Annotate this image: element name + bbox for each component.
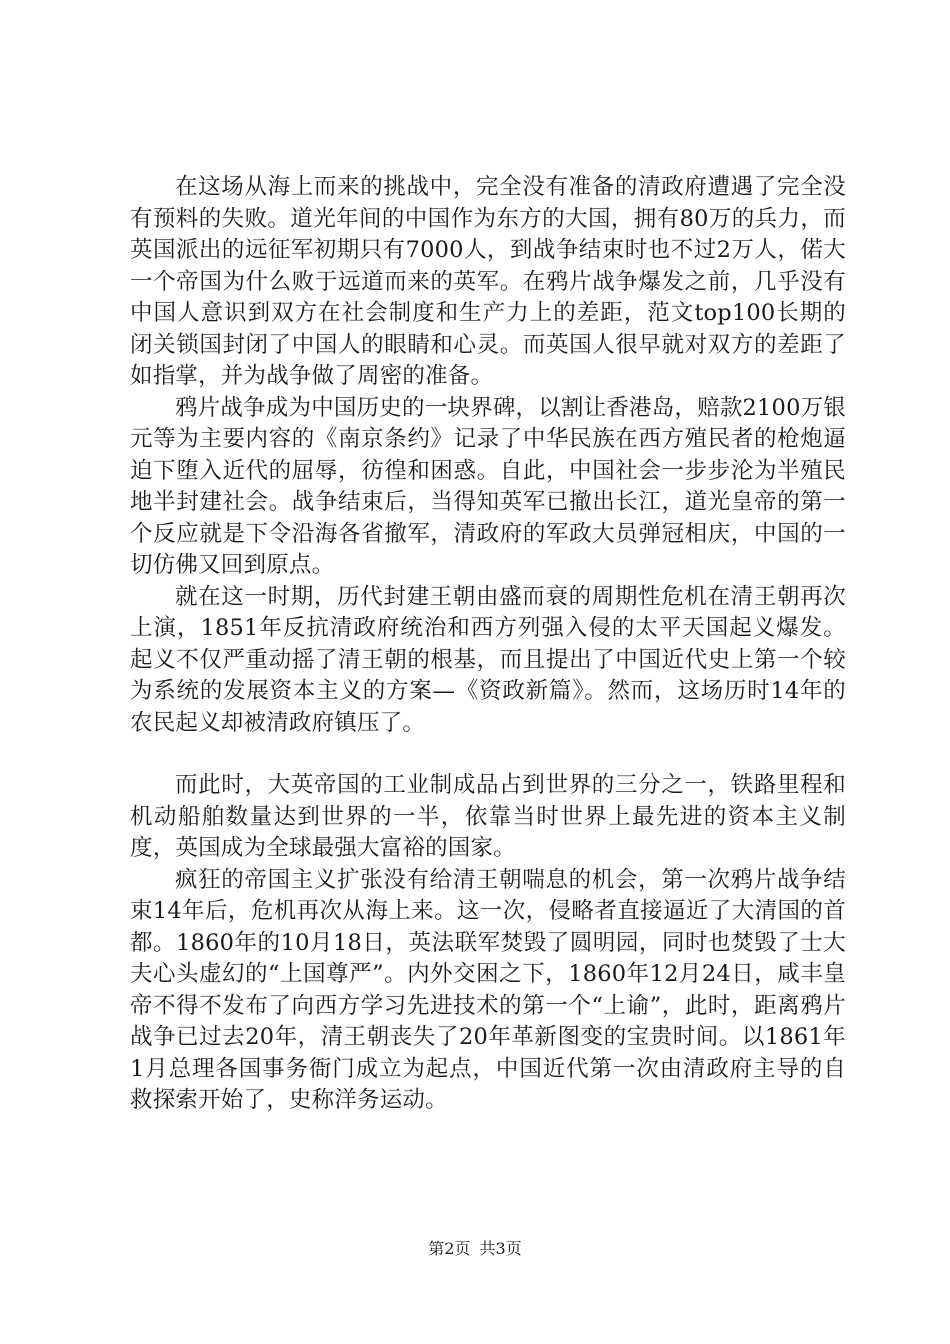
page-number: 第2页 [428, 1239, 471, 1258]
page-footer [0, 1236, 950, 1259]
paragraph-1: 在这场从海上而来的挑战中，完全没有准备的清政府遭遇了完全没有预料的失败。道光年间的中国作为东方的大国，拥有80万的兵力，而英国派出的远征军初期只有7000人，到战争结束时也不过2万人，偌大一个帝国为什么败于远道而来的英军。在鸦片战争爆发之前，几乎没有中国人意识到双方在社会制度和生产力上的差距，范文top100长期的闭关锁国封闭了中国人的眼睛和心灵。而英国人很早就对双方的差距了如指掌，并为战争做了周密的准备。 [130, 174, 846, 389]
paragraph-4: 而此时，大英帝国的工业制成品占到世界的三分之一，铁路里程和机动船舶数量达到世界的一半，依靠当时世界上最先进的资本主义制度，英国成为全球最强大富裕的国家。 [130, 772, 846, 861]
paragraph-5: 疯狂的帝国主义扩张没有给清王朝喘息的机会，第一次鸦片战争结束14年后，危机再次从海上来。这一次，侵略者直接逼近了大清国的首都。1860年的10月18日，英法联军焚毁了圆明园，同时也焚毁了士大夫心头虚幻的“上国尊严”。内外交困之下，1860年12月24日，咸丰皇帝不得不发布了向西方学习先进技术的第一个“上谕”，此时，距离鸦片战争已过去20年，清王朝丧失了20年革新图变的宝贵时间。以1861年1月总理各国事务衙门成立为起点，中国近代第一次由清政府主导的自救探索开始了，史称洋务运动。 [130, 866, 846, 1113]
paragraph-3: 就在这一时期，历代封建王朝由盛而衰的周期性危机在清王朝再次上演，1851年反抗清政府统治和西方列强入侵的太平天国起义爆发。起义不仅严重动摇了清王朝的根基，而且提出了中国近代史上第一个较为系统的发展资本主义的方案—《资政新篇》。然而，这场历时14年的农民起义却被清政府镇压了。 [130, 583, 846, 736]
paragraph-gap [130, 739, 846, 770]
paragraph-2: 鸦片战争成为中国历史的一块界碑，以割让香港岛，赔款2100万银元等为主要内容的《南京条约》记录了中华民族在西方殖民者的枪炮逼迫下堕入近代的屈辱，彷徨和困惑。自此，中国社会一步步沦为半殖民地半封建社会。战争结束后，当得知英军已撤出长江，道光皇帝的第一个反应就是下令沿海各省撤军，清政府的军政大员弹冠相庆，中国的一切仿佛又回到原点。 [130, 394, 846, 578]
document-body [130, 172, 846, 1117]
page-total: 共3页 [479, 1239, 522, 1258]
